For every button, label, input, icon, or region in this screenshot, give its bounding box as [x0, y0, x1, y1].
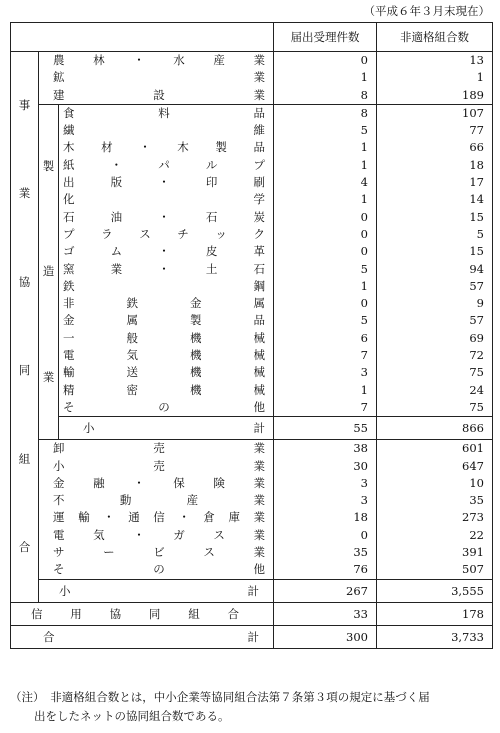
- row-label-text: サ ー ビ ス 業: [53, 545, 265, 560]
- cell-noncompliant: 15: [377, 243, 493, 260]
- cell-noncompliant: 1: [377, 69, 493, 86]
- cell-count: 0: [274, 209, 377, 226]
- row-label-text: 不 動 産 業: [53, 493, 265, 508]
- cell-count: 0: [274, 527, 377, 544]
- cell-noncompliant: 22: [377, 527, 493, 544]
- cell-noncompliant: 178: [377, 602, 493, 625]
- row-label: [11, 602, 274, 625]
- cell-noncompliant: 75: [377, 399, 493, 417]
- table-row: [11, 440, 493, 458]
- row-label-text: 農 林 ・ 水 産 業: [53, 53, 265, 67]
- row-label-text: 精 密 機 械: [63, 382, 265, 397]
- row-label-text: 運 輸 ・ 通 信 ・ 倉 庫 業: [53, 510, 265, 525]
- cell-count: 5: [274, 312, 377, 329]
- cell-noncompliant: 18: [377, 157, 493, 174]
- cell-noncompliant: 5: [377, 226, 493, 243]
- row-label-text: ゴ ム ・ 皮 革: [63, 244, 265, 259]
- cell-noncompliant: 72: [377, 347, 493, 364]
- table-row: [11, 295, 493, 312]
- jigyo-label: [11, 52, 39, 603]
- row-label: [59, 261, 274, 278]
- row-label-text: 小 計: [59, 583, 259, 598]
- row-label-text: 金 融 ・ 保 険 業: [53, 475, 265, 490]
- row-label: [59, 347, 274, 364]
- cell-count: 267: [274, 579, 377, 602]
- table-row: [11, 509, 493, 526]
- cell-count: 1: [274, 278, 377, 295]
- cell-noncompliant: 57: [377, 312, 493, 329]
- statistics-table: [10, 22, 493, 649]
- table-row: [11, 382, 493, 399]
- table-row: [11, 139, 493, 156]
- cell-noncompliant: 10: [377, 475, 493, 492]
- subtotal-row-manufacturing: [11, 417, 493, 440]
- row-label-text: 電 気 ・ ガ ス 業: [53, 527, 265, 542]
- table-row: [11, 261, 493, 278]
- table-row: [11, 330, 493, 347]
- footnote: [10, 688, 490, 726]
- cell-noncompliant: 77: [377, 122, 493, 139]
- cell-noncompliant: 35: [377, 492, 493, 509]
- cell-count: 3: [274, 492, 377, 509]
- row-label: [39, 492, 274, 509]
- row-label: [59, 278, 274, 295]
- row-label-text: 非 鉄 金 属: [63, 296, 265, 311]
- table-row: [11, 312, 493, 329]
- cell-noncompliant: 866: [377, 417, 493, 440]
- cell-noncompliant: 3,733: [377, 625, 493, 648]
- table-row: [11, 475, 493, 492]
- table-row: [11, 52, 493, 70]
- table-row: [11, 243, 493, 260]
- row-label: [59, 226, 274, 243]
- seizo-label-text: 製 造 業: [42, 159, 55, 384]
- cell-noncompliant: 17: [377, 174, 493, 191]
- row-label-text: 鉄 鋼: [63, 278, 265, 293]
- row-label: [59, 174, 274, 191]
- row-label-text: 紙 ・ パ ル プ: [63, 157, 265, 172]
- row-label-text: 繊 維: [63, 123, 265, 138]
- row-label: [39, 87, 274, 105]
- cell-count: 30: [274, 458, 377, 475]
- row-label-text: 小 売 業: [53, 458, 265, 473]
- table-row: [11, 174, 493, 191]
- row-label: [59, 364, 274, 381]
- row-label: [59, 399, 274, 417]
- seizo-label: [39, 104, 59, 439]
- cell-noncompliant: 24: [377, 382, 493, 399]
- cell-noncompliant: 13: [377, 52, 493, 70]
- cell-count: 6: [274, 330, 377, 347]
- cell-noncompliant: 14: [377, 191, 493, 208]
- row-label: [39, 561, 274, 579]
- cell-noncompliant: 273: [377, 509, 493, 526]
- row-label: [39, 544, 274, 561]
- row-label: [59, 104, 274, 122]
- row-label-text: 信 用 協 同 組 合: [31, 606, 239, 621]
- row-label: [39, 475, 274, 492]
- row-label-text: 鉱 業: [53, 70, 265, 85]
- cell-noncompliant: 189: [377, 87, 493, 105]
- cell-count: 38: [274, 440, 377, 458]
- cell-count: 1: [274, 382, 377, 399]
- row-label: [59, 139, 274, 156]
- cell-count: 8: [274, 87, 377, 105]
- row-label: [59, 243, 274, 260]
- row-label-text: 一 般 機 械: [63, 330, 265, 345]
- table-row: [11, 561, 493, 579]
- row-label-text: 食 料 品: [63, 105, 265, 120]
- table-row: [11, 278, 493, 295]
- row-label-text: 輸 送 機 械: [63, 365, 265, 380]
- date-note: （平成６年３月末現在）: [363, 4, 490, 18]
- row-label: [59, 312, 274, 329]
- row-label: [59, 417, 274, 440]
- row-label-text: 化 学: [63, 192, 265, 207]
- row-label: [39, 527, 274, 544]
- row-label: [59, 209, 274, 226]
- row-label-text: 合 計: [43, 629, 259, 644]
- row-label: [59, 295, 274, 312]
- cell-noncompliant: 391: [377, 544, 493, 561]
- row-label: [39, 579, 274, 602]
- cell-count: 8: [274, 104, 377, 122]
- row-label: [39, 69, 274, 86]
- row-label-text: そ の 他: [63, 399, 265, 414]
- cell-noncompliant: 66: [377, 139, 493, 156]
- shinyo-row: [11, 602, 493, 625]
- table-row: [11, 458, 493, 475]
- cell-count: 1: [274, 191, 377, 208]
- table-row: [11, 364, 493, 381]
- footnote-line1: （注） 非適格組合数とは，中小企業等協同組合法第７条第３項の規定に基づく届: [10, 690, 430, 704]
- cell-count: 300: [274, 625, 377, 648]
- table-row: [11, 191, 493, 208]
- jigyo-label-text: 事 業 協 同 組 合: [18, 98, 31, 555]
- row-label: [39, 458, 274, 475]
- cell-noncompliant: 75: [377, 364, 493, 381]
- row-label-text: 木 材 ・ 木 製 品: [63, 140, 265, 155]
- cell-noncompliant: 94: [377, 261, 493, 278]
- cell-count: 55: [274, 417, 377, 440]
- row-label: [39, 509, 274, 526]
- row-label-text: 金 属 製 品: [63, 313, 265, 328]
- cell-noncompliant: 9: [377, 295, 493, 312]
- row-label-text: そ の 他: [53, 562, 265, 577]
- subtotal-row-jigyo: [11, 579, 493, 602]
- footnote-line2: 出をしたネットの協同組合数である。: [34, 709, 230, 723]
- cell-count: 7: [274, 399, 377, 417]
- row-label-text: 窯 業 ・ 土 石: [63, 261, 265, 276]
- cell-count: 5: [274, 122, 377, 139]
- header-noncompliant: 非適格組合数: [377, 23, 493, 52]
- row-label-text: 卸 売 業: [53, 441, 265, 456]
- row-label: [59, 122, 274, 139]
- row-label: [59, 382, 274, 399]
- cell-noncompliant: 57: [377, 278, 493, 295]
- cell-count: 4: [274, 174, 377, 191]
- cell-count: 18: [274, 509, 377, 526]
- row-label-text: 出 版 ・ 印 刷: [63, 175, 265, 190]
- row-label: [59, 157, 274, 174]
- cell-count: 33: [274, 602, 377, 625]
- table-row: [11, 347, 493, 364]
- row-label: [59, 191, 274, 208]
- cell-count: 0: [274, 52, 377, 70]
- cell-count: 5: [274, 261, 377, 278]
- cell-count: 7: [274, 347, 377, 364]
- table-row: [11, 69, 493, 86]
- cell-count: 1: [274, 69, 377, 86]
- row-label-text: 建 設 業: [53, 87, 265, 102]
- cell-count: 0: [274, 226, 377, 243]
- table-row: [11, 157, 493, 174]
- cell-noncompliant: 69: [377, 330, 493, 347]
- table-row: [11, 527, 493, 544]
- row-label: [39, 52, 274, 70]
- cell-count: 0: [274, 295, 377, 312]
- cell-noncompliant: 601: [377, 440, 493, 458]
- cell-count: 35: [274, 544, 377, 561]
- cell-noncompliant: 647: [377, 458, 493, 475]
- header-count: 届出受理件数: [274, 23, 377, 52]
- table-row: [11, 87, 493, 105]
- row-label: [39, 440, 274, 458]
- cell-count: 3: [274, 364, 377, 381]
- table-row: [11, 399, 493, 417]
- row-label: [59, 330, 274, 347]
- cell-count: 1: [274, 157, 377, 174]
- cell-count: 3: [274, 475, 377, 492]
- table-row: [11, 209, 493, 226]
- cell-noncompliant: 107: [377, 104, 493, 122]
- cell-count: 1: [274, 139, 377, 156]
- total-row: [11, 625, 493, 648]
- row-label: [11, 625, 274, 648]
- table-row: [11, 104, 493, 122]
- table-row: [11, 226, 493, 243]
- table-row: [11, 544, 493, 561]
- row-label-text: プ ラ ス チ ッ ク: [63, 226, 265, 241]
- row-label-text: 石 油 ・ 石 炭: [63, 209, 265, 224]
- cell-noncompliant: 3,555: [377, 579, 493, 602]
- row-label-text: 小 計: [83, 421, 265, 436]
- table-row: [11, 122, 493, 139]
- table-row: [11, 492, 493, 509]
- row-label-text: 電 気 機 械: [63, 348, 265, 363]
- cell-noncompliant: 15: [377, 209, 493, 226]
- cell-count: 76: [274, 561, 377, 579]
- cell-noncompliant: 507: [377, 561, 493, 579]
- header-row: [11, 23, 493, 52]
- cell-count: 0: [274, 243, 377, 260]
